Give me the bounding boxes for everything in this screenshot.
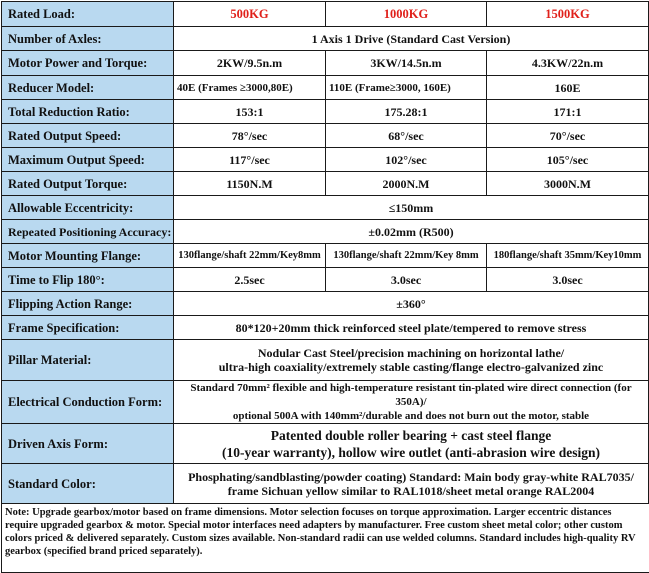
flipping-action-range-value: ±360° xyxy=(174,292,649,316)
rated-output-speed-value-2: 68°/sec xyxy=(326,124,487,148)
time-to-flip-value-3: 3.0sec xyxy=(487,268,649,292)
pillar-material-label: Pillar Material: xyxy=(2,340,174,381)
row-motor-power xyxy=(2,51,649,76)
spec-sheet xyxy=(1,1,648,557)
rated-load-1000: 1000KG xyxy=(326,2,487,27)
row-number-of-axles xyxy=(2,27,649,51)
total-reduction-ratio-value-1: 153:1 xyxy=(174,100,326,124)
reducer-model-label: Reducer Model: xyxy=(2,76,174,100)
number-of-axles-value: 1 Axis 1 Drive (Standard Cast Version) xyxy=(174,27,649,51)
reducer-model-value-3: 160E xyxy=(487,76,649,100)
rated-output-speed-value-1: 78°/sec xyxy=(174,124,326,148)
motor-mounting-flange-value-2: 130flange/shaft 22mm/Key 8mm xyxy=(326,244,487,268)
standard-color-line-1: Phosphating/sandblasting/powder coating) Standard: Main body gray-white RAL7035/ xyxy=(188,469,634,484)
row-standard-color xyxy=(2,464,649,504)
motor-power-label: Motor Power and Torque: xyxy=(2,51,174,76)
row-allowable-eccentricity xyxy=(2,196,649,220)
total-reduction-ratio-value-2: 175.28:1 xyxy=(326,100,487,124)
driven-axis-form-label: Driven Axis Form: xyxy=(2,424,174,464)
repeated-positioning-value: ±0.02mm (R500) xyxy=(174,220,649,244)
driven-axis-form-line-2: (10-year warranty), hollow wire outlet (anti-abrasion wire design) xyxy=(222,444,600,460)
pillar-material-line-2: ultra-high coaxiality/extremely stable casting/flange electro-galvanized zinc xyxy=(218,360,604,374)
frame-specification-label: Frame Specification: xyxy=(2,316,174,340)
motor-mounting-flange-value-1: 130flange/shaft 22mm/Key8mm xyxy=(174,244,326,268)
footnote: Note: Upgrade gearbox/motor based on frame dimensions. Motor selection focuses on torque approximation. Larger eccentric distances require upgraded gearbox & motor. Special motor interfaces need adapters by manufacturer. Free custom sheet metal color; other custom colors priced & delivered separately. Custom sizes available. Non-standard radii can use welded columns. Standard includes high-quality RV gearbox (specified brand priced separately). xyxy=(1,504,649,573)
row-frame-specification xyxy=(2,316,649,340)
electrical-conduction-label: Electrical Conduction Form: xyxy=(2,381,174,424)
allowable-eccentricity-value: ≤150mm xyxy=(174,196,649,220)
rated-output-torque-label: Rated Output Torque: xyxy=(2,172,174,196)
repeated-positioning-label: Repeated Positioning Accuracy: xyxy=(2,220,174,244)
standard-color-label: Standard Color: xyxy=(2,464,174,504)
time-to-flip-label: Time to Flip 180°: xyxy=(2,268,174,292)
total-reduction-ratio-label: Total Reduction Ratio: xyxy=(2,100,174,124)
standard-color-value xyxy=(174,464,649,504)
row-maximum-output-speed xyxy=(2,148,649,172)
pillar-material-value xyxy=(174,340,649,381)
number-of-axles-label: Number of Axles: xyxy=(2,27,174,51)
row-motor-mounting-flange xyxy=(2,244,649,268)
total-reduction-ratio-value-3: 171:1 xyxy=(487,100,649,124)
row-rated-load xyxy=(2,2,649,27)
electrical-conduction-line-1: Standard 70mm² flexible and high-temperature resistant tin-plated wire direct connection (for 350A)/ xyxy=(190,382,632,408)
row-rated-output-torque xyxy=(2,172,649,196)
motor-power-value-3: 4.3KW/22n.m xyxy=(487,51,649,76)
rated-output-torque-value-1: 1150N.M xyxy=(174,172,326,196)
maximum-output-speed-value-2: 102°/sec xyxy=(326,148,487,172)
row-driven-axis-form xyxy=(2,424,649,464)
standard-color-line-2: frame Sichuan yellow similar to RAL1018/sheet metal orange RAL2004 xyxy=(227,483,595,498)
frame-specification-value: 80*120+20mm thick reinforced steel plate/tempered to remove stress xyxy=(174,316,649,340)
rated-output-torque-value-2: 2000N.M xyxy=(326,172,487,196)
motor-power-value-1: 2KW/9.5n.m xyxy=(174,51,326,76)
spec-table xyxy=(1,1,649,504)
row-repeated-positioning xyxy=(2,220,649,244)
rated-load-label: Rated Load: xyxy=(2,2,174,27)
motor-power-value-2: 3KW/14.5n.m xyxy=(326,51,487,76)
rated-output-speed-label: Rated Output Speed: xyxy=(2,124,174,148)
flipping-action-range-label: Flipping Action Range: xyxy=(2,292,174,316)
row-flipping-action-range xyxy=(2,292,649,316)
allowable-eccentricity-label: Allowable Eccentricity: xyxy=(2,196,174,220)
row-pillar-material xyxy=(2,340,649,381)
motor-mounting-flange-value-3: 180flange/shaft 35mm/Key10mm xyxy=(487,244,649,268)
electrical-conduction-value xyxy=(174,381,649,424)
time-to-flip-value-1: 2.5sec xyxy=(174,268,326,292)
maximum-output-speed-value-1: 117°/sec xyxy=(174,148,326,172)
rated-load-1500: 1500KG xyxy=(487,2,649,27)
row-rated-output-speed xyxy=(2,124,649,148)
reducer-model-value-2: 110E (Frame≥3000, 160E) xyxy=(326,76,487,100)
row-time-to-flip xyxy=(2,268,649,292)
row-electrical-conduction xyxy=(2,381,649,424)
row-total-reduction-ratio xyxy=(2,100,649,124)
pillar-material-line-1: Nodular Cast Steel/precision machining on horizontal lathe/ xyxy=(257,346,565,360)
reducer-model-value-1: 40E (Frames ≥3000,80E) xyxy=(174,76,326,100)
driven-axis-form-line-1: Patented double roller bearing + cast steel flange xyxy=(270,427,552,443)
rated-output-speed-value-3: 70°/sec xyxy=(487,124,649,148)
driven-axis-form-value xyxy=(174,424,649,464)
motor-mounting-flange-label: Motor Mounting Flange: xyxy=(2,244,174,268)
row-reducer-model xyxy=(2,76,649,100)
time-to-flip-value-2: 3.0sec xyxy=(326,268,487,292)
electrical-conduction-line-2: optional 500A with 140mm²/durable and does not burn out the motor, stable xyxy=(232,410,590,422)
rated-output-torque-value-3: 3000N.M xyxy=(487,172,649,196)
rated-load-500: 500KG xyxy=(174,2,326,27)
maximum-output-speed-value-3: 105°/sec xyxy=(487,148,649,172)
maximum-output-speed-label: Maximum Output Speed: xyxy=(2,148,174,172)
